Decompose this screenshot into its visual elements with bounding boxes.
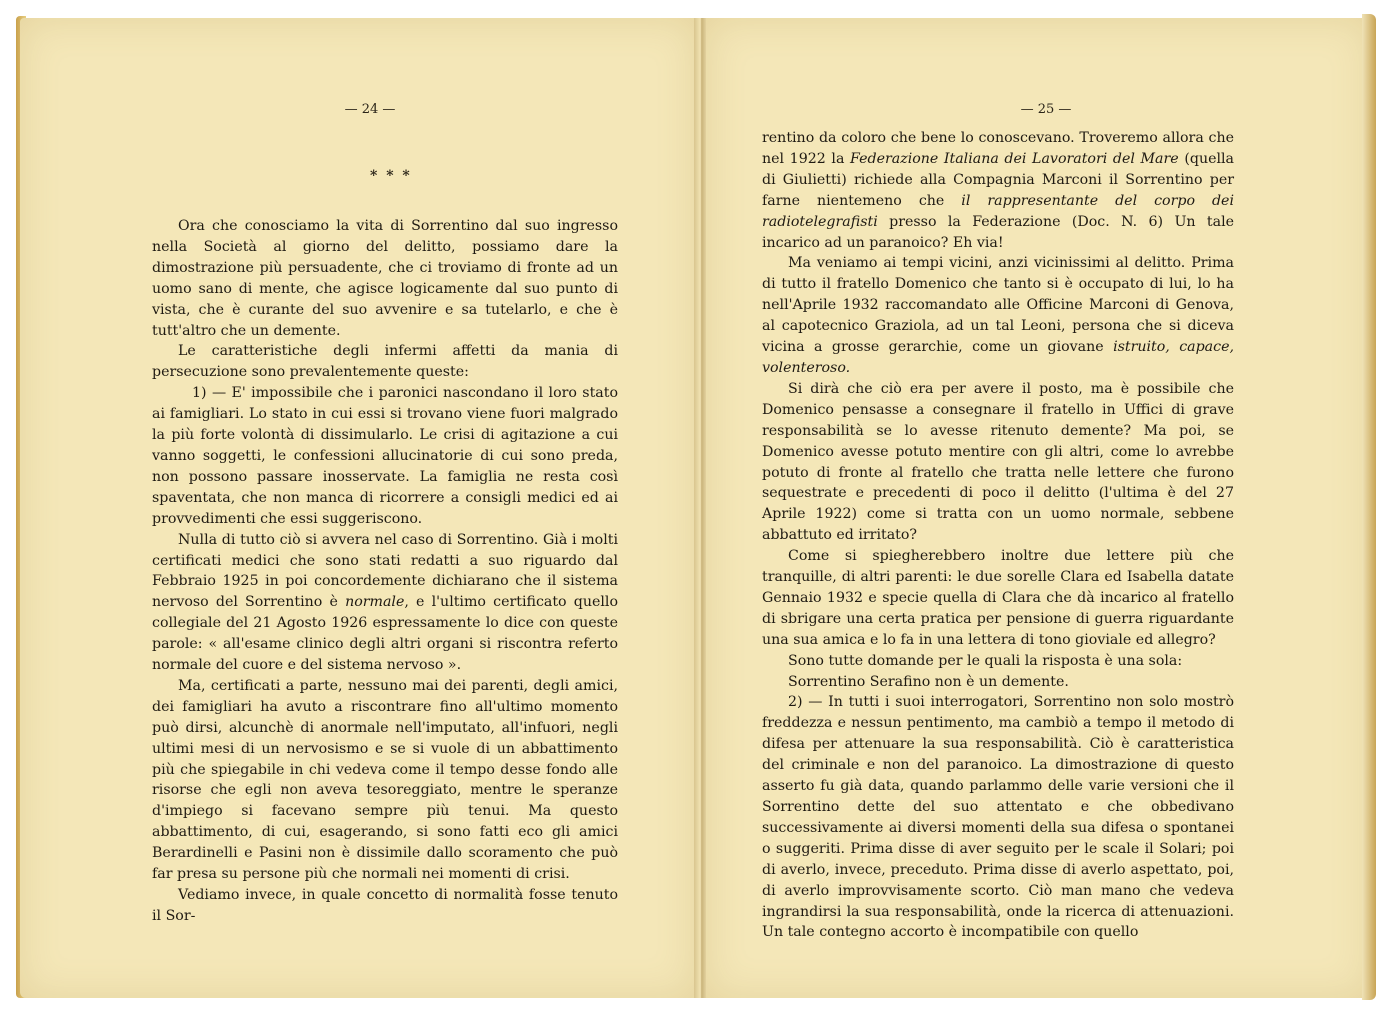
page-number-right: — 25 —	[1020, 102, 1072, 117]
paragraph: Come si spiegherebbero inoltre due lettere più che tranquille, di altri parenti: le due sorelle Clara ed Isabella datate Gennaio 1932 e specie quella di Clara che dà incarico al fratello di sbrigare una certa pratica per pensione di guerra riguardante una sua amica e lo fa in una lettera di tono gioviale ed allegro?	[762, 548, 1234, 648]
section-separator: * * *	[370, 168, 412, 184]
paragraph: rentino da coloro che bene lo conoscevano. Troveremo allora che nel 1922 la Federazione Italiana dei Lavoratori del Mare (quella di Giulietti) richiede alla Compagnia Marconi il Sorrentino per farne nientemeno che il rappresentante del corpo dei radiotelegrafisti presso la Federazione (Doc. N. 6) Un tale incarico ad un paranoico? Eh via!	[762, 130, 1235, 251]
page-number-left: — 24 —	[344, 102, 396, 117]
paragraph: Si dirà che ciò era per avere il posto, ma è possibile che Domenico pensasse a consegnare il fratello in Uffici di grave responsabilità se lo avesse ritenuto demente? Ma poi, se Domenico avesse potuto mentire con gli altri, come lo avrebbe potuto di fronte al fratello che tratta nelle lettere che furono sequestrate e precedenti di poco il delitto (l'ultima è del 27 Aprile 1922) come si tratta con un uomo normale, sebbene abbattuto ed irritato?	[762, 380, 1234, 544]
page-edges-right	[1362, 14, 1376, 1000]
right-page	[706, 18, 1370, 998]
paragraph: Ma veniamo ai tempi vicini, anzi vicinissimi al delitto. Prima di tutto il fratello Domenico che tanto si è occupato di lui, lo ha nell'Aprile 1932 raccomandato alle Officine Marconi di Genova, al capotecnico Graziola, ad un tal Leoni, persona che si diceva vicina a grosse gerarchie, come un giovane istruito, capace, volenteroso.	[762, 255, 1234, 376]
left-page-text	[152, 216, 618, 927]
right-page-text	[762, 128, 1234, 943]
paragraph: Ora che conosciamo la vita di Sorrentino dal suo ingresso nella Società al giorno del delitto, possiamo dare la dimostrazione più persuadente, che ci troviamo di fronte ad un uomo sano di mente, che agisce logicamente dal suo punto di vista, che è curante del suo avvenire e sa tutelarlo, e che è tutt'altro che un demente.	[152, 218, 618, 339]
paragraph: Nulla di tutto ciò si avvera nel caso di Sorrentino. Già i molti certificati medici che sono stati redatti a suo riguardo dal Febbraio 1925 in poi concordemente dichiarano che il sistema nervoso del Sorrentino è normale, e l'ultimo certificato quello collegiale del 21 Agosto 1926 espressamente lo dice con queste parole: « all'esame clinico degli altri organi si riscontra referto normale del cuore e del sistema nervoso ».	[152, 531, 618, 674]
left-page	[20, 18, 696, 998]
numbered-paragraph: 1) — E' impossibile che i paronici nascondano il loro stato ai famigliari. Lo stato in cui essi si trovano viene fuori malgrado la più forte volontà di dissimularlo. Le crisi di agitazione a cui vanno soggetti, le confessioni allucinatorie di cui sono preda, non possono passare inosservate. La famiglia ne resta così spaventata, che non manca di ricorrere a consigli medici ed ai provvedimenti che essi suggeriscono.	[152, 385, 618, 527]
paragraph: Vediamo invece, in quale concetto di normalità fosse tenuto il Sor-	[152, 887, 618, 924]
paragraph: Ma, certificati a parte, nessuno mai dei parenti, degli amici, dei famigliari ha avuto a riscontrare fino all'ultimo momento può dirsi, alcunchè di anormale nell'imputato, all'infuori, negli ultimi mesi di un nervosismo e se si vuole di un abbattimento più che spiegabile in chi vedeva come il tempo desse fondo alle risorse che egli non aveva tesoreggiato, mentre le speranze d'impiego si facevano sempre più tenui. Ma questo abbattimento, di cui, esagerando, si sono fatti eco gli amici Berardinelli e Pasini non è dissimile dallo scoramento che può far presa su persone più che normali nei momenti di crisi.	[152, 677, 618, 883]
open-book	[6, 10, 1384, 1000]
paragraph: Sorrentino Serafino non è un demente.	[788, 673, 1069, 690]
paragraph: Sono tutte domande per le quali la risposta è una sola:	[788, 652, 1183, 669]
numbered-paragraph: 2) — In tutti i suoi interrogatori, Sorrentino non solo mostrò freddezza e nessun pentimento, ma cambiò a tempo il metodo di difesa per attenuare la sua responsabilità. Ciò è caratteristica del criminale e non del paranoico. La dimostrazione di questo asserto fu già data, quando parlammo delle varie versioni che il Sorrentino dette del suo attentato e che obbedivano successivamente ai diversi momenti della sua difesa o spontanei o suggeriti. Prima disse di aver seguito per le scale il Solari; poi di averlo, invece, preceduto. Prima disse di averlo aspettato, poi, di averlo improvvisamente scorto. Ciò man mano che vedeva ingrandirsi la sua responsabilità, onde la ricerca di attenuazioni. Un tale contegno accorto è incompatibile con quello	[762, 694, 1234, 941]
paragraph: Le caratteristiche degli infermi affetti da mania di persecuzione sono prevalentemente queste:	[152, 343, 618, 381]
